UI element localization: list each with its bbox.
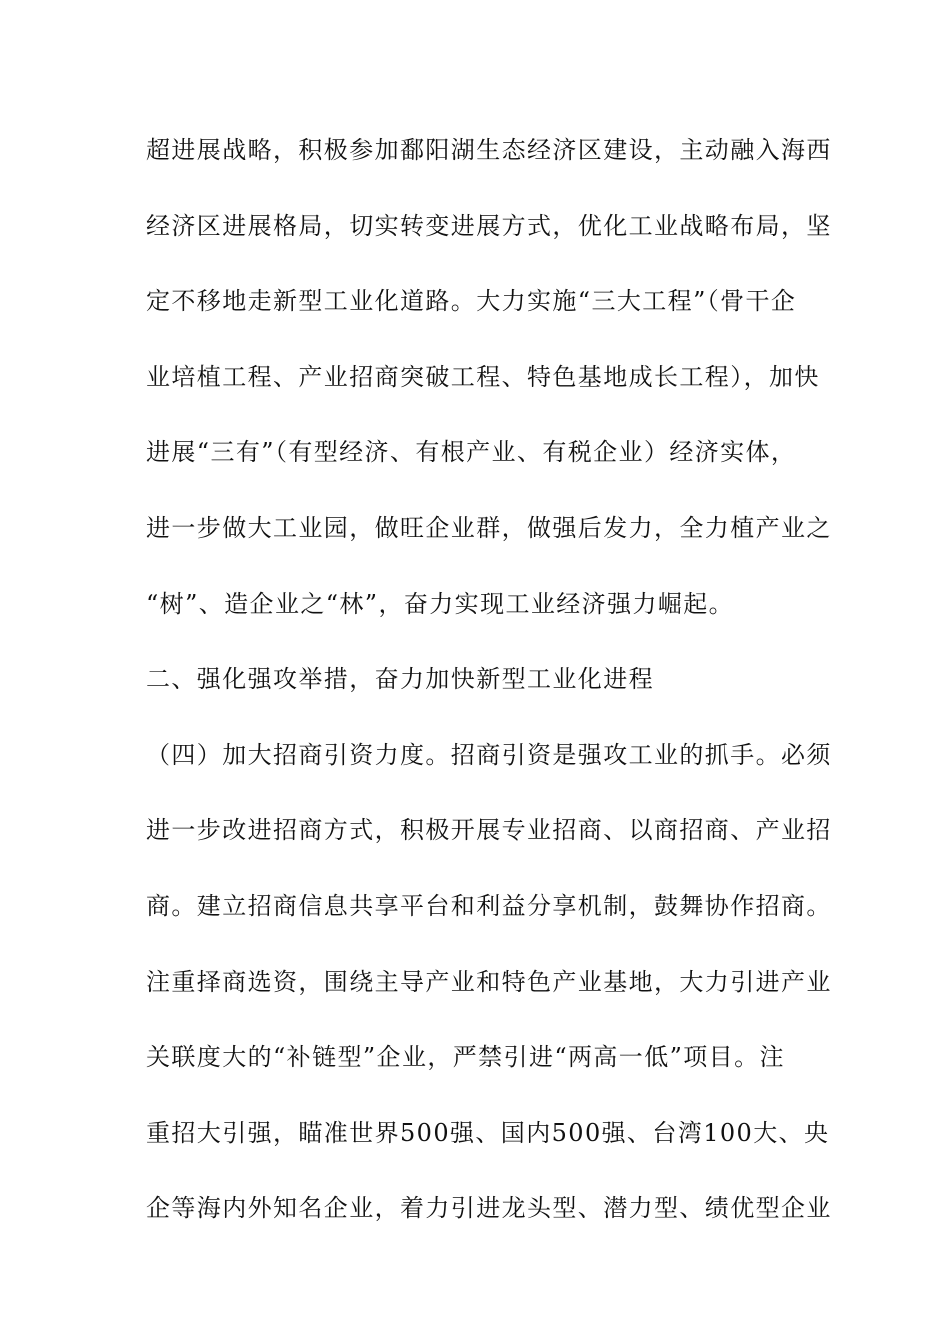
text-line: 超进展战略，积极参加鄱阳湖生态经济区建设，主动融入海西 — [146, 136, 832, 164]
text-line: “树”、造企业之“林”，奋力实现工业经济强力崛起。 — [146, 589, 735, 618]
text-line: 定不移地走新型工业化道路。大力实施“三大工程”（骨干企 — [146, 287, 797, 316]
text-line: 关联度大的“补链型”企业，严禁引进“两高一低”项目。注 — [146, 1043, 785, 1072]
text-line: 进一步做大工业园，做旺企业群，做强后发力，全力植产业之 — [146, 513, 832, 542]
body-text — [146, 130, 832, 1264]
text-line: 重招大引强，瞄准世界500强、国内500强、台湾100大、央 — [146, 1118, 830, 1147]
text-line: （四）加大招商引资力度。招商引资是强攻工业的抓手。必须 — [146, 740, 832, 769]
section-heading: 二、强化强攻举措，奋力加快新型工业化进程 — [146, 665, 654, 694]
text-line: 业培植工程、产业招商突破工程、特色基地成长工程），加快 — [146, 362, 820, 391]
text-line: 商。建立招商信息共享平台和利益分享机制，鼓舞协作招商。 — [146, 891, 832, 920]
text-line: 进展“三有”（有型经济、有根产业、有税企业）经济实体， — [146, 438, 797, 467]
text-line: 进一步改进招商方式，积极开展专业招商、以商招商、产业招 — [146, 816, 832, 845]
text-line: 注重择商选资，围绕主导产业和特色产业基地，大力引进产业 — [146, 967, 832, 996]
text-line: 经济区进展格局，切实转变进展方式，优化工业战略布局，坚 — [146, 211, 832, 240]
text-line: 企等海内外知名企业，着力引进龙头型、潜力型、绩优型企业 — [146, 1194, 832, 1223]
